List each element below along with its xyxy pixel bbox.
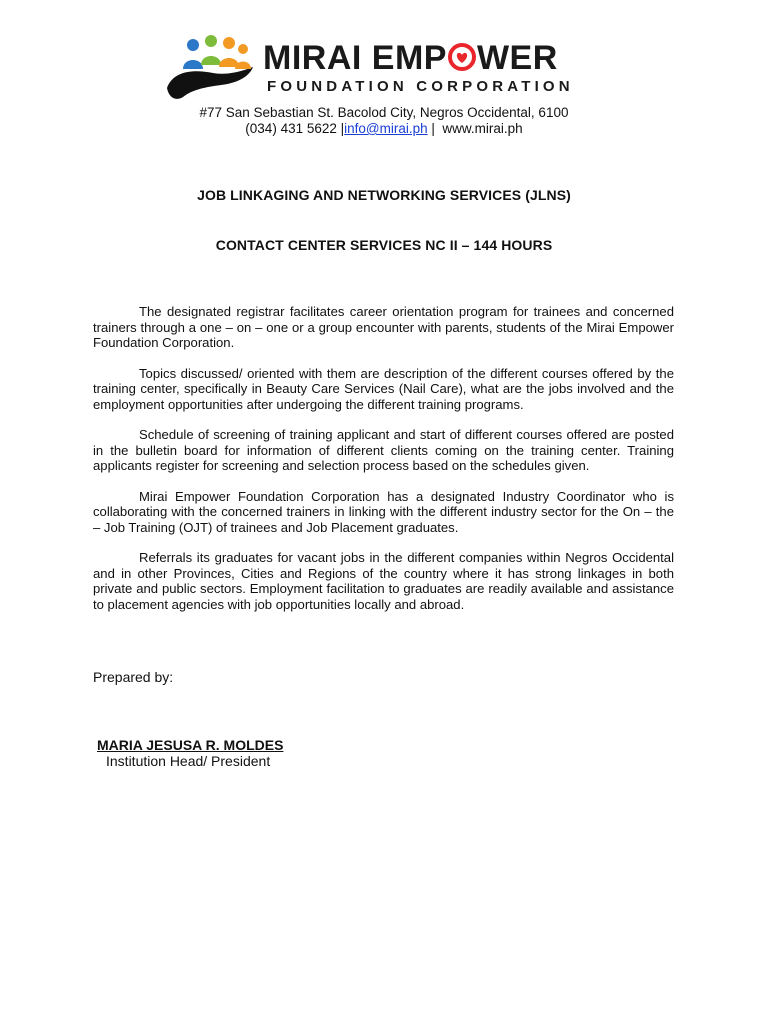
document-body: [93, 304, 674, 627]
contact-website: www.mirai.ph: [442, 121, 523, 136]
paragraph: Mirai Empower Foundation Corporation has a designated Industry Coordinator who is collaborating with the concerned trainers in linking with the different industry sector for the On – the – Job Training (OJT) of trainees and Job Placement graduates.: [93, 488, 674, 535]
paragraph: The designated registrar facilitates career orientation program for trainees and concerned trainers through a one – on – one or a group encounter with parents, students of the Mirai Empower Foundation Corporation.: [93, 304, 674, 350]
paragraph: Schedule of screening of training applicant and start of different courses offered are posted in the bulletin board for information of different clients coming on the training center. Training applicants register for screening and selection process based on the schedules given.: [93, 427, 674, 473]
contact-email-link[interactable]: info@mirai.ph: [344, 121, 428, 136]
signer-title: Institution Head/ President: [106, 753, 271, 769]
contact-phone: (034) 431 5622 |: [245, 121, 345, 136]
signer-name: MARIA JESUSA R. MOLDES: [97, 737, 284, 753]
contact-address: #77 San Sebastian St. Bacolod City, Negros Occidental, 6100: [199, 105, 569, 120]
document-subtitle: CONTACT CENTER SERVICES NC II – 144 HOURS: [215, 237, 553, 253]
prepared-by-label: Prepared by:: [93, 669, 174, 685]
paragraph: Topics discussed/ oriented with them are description of the different courses offered by the training center, specifically in Beauty Care Services (Nail Care), what are the jobs involved and the employment opportunities after undergoing the different training programs.: [93, 365, 674, 412]
heart-o-icon: [447, 43, 477, 71]
foundation-logo: [163, 33, 593, 103]
contact-line: [0, 121, 768, 137]
contact-separator: |: [427, 121, 443, 136]
paragraph: Referrals its graduates for vacant jobs in the different companies within Negros Occidental and in other Provinces, Cities and Regions of the country where it has strong linkages in both private and public sectors. Employment facilitation to graduates are readily available and assistance to placement agencies with job opportunities locally and abroad.: [93, 550, 674, 612]
document-title: JOB LINKAGING AND NETWORKING SERVICES (JLNS): [197, 187, 571, 203]
logo-name: MIRAI EMP WER: [263, 39, 558, 77]
logo-hand-people-icon: [163, 33, 258, 101]
logo-subtitle: FOUNDATION CORPORATION: [267, 78, 574, 95]
